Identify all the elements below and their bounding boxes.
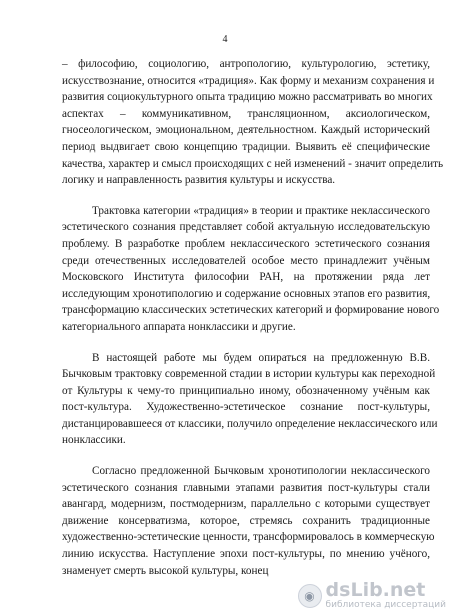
text-line: среди отечественных исследователей особое место принадлежит учёным: [62, 254, 430, 267]
text-line: Московского Института философии РАН, на протяжении ряда лет: [62, 271, 430, 284]
text-line: Бычковым трактовку современной стадии в истории культуры как переходной: [62, 368, 436, 381]
text-line: В настоящей работе мы будем опираться на предложенную В.В.: [92, 351, 430, 364]
text-line: проблему. В разработке проблем неклассического эстетического сознания: [62, 237, 430, 250]
text-line: линию искусства. Наступление эпохи пост-культуры, по мнению учёного,: [62, 548, 430, 561]
text-line: гносеологическом, эмоциональном, деятельностном. Каждый исторический: [62, 124, 430, 137]
text-line: – философию, социологию, антропологию, культурологию, эстетику,: [62, 58, 430, 70]
dslib-watermark: [298, 581, 446, 610]
text-line: аспектах – коммуникативном, трансляционном, аксиологическом,: [62, 107, 430, 120]
watermark-brand: dsLib.net: [325, 579, 426, 601]
text-line: нонклассики.: [62, 434, 126, 447]
text-line: эстетического сознания представляет собой актуальную исследовательскую: [62, 221, 430, 234]
page-number: 4: [222, 34, 228, 45]
text-line: трансформацию классических эстетических категорий и формирование нового: [62, 304, 440, 317]
text-line: период выдвигает свою концепцию традиции. Выявить её специфические: [62, 140, 430, 153]
text-line: Согласно предложенной Бычковым хронотипологии неклассического: [92, 465, 430, 478]
text-line: развития социокультурного опыта традицию можно рассматривать во многих: [62, 91, 433, 104]
text-line: пост-культура. Художественно-эстетическое сознание пост-культуры,: [62, 401, 430, 414]
document-body: [62, 56, 444, 579]
text-line: искусствознание, относится «традиция». Как форму и механизм сохранения и: [62, 74, 435, 87]
text-line: категориального аппарата нонклассики и другие.: [62, 320, 296, 333]
text-line: эстетического сознания главными этапами развития пост-культуры стали: [62, 481, 430, 494]
text-line: исследующим хронотипологию и содержание основных этапов его развития,: [62, 287, 431, 300]
text-line: Трактовка категории «традиция» в теории и практике неклассического: [92, 204, 430, 217]
text-line: логику и направленность развития культуры и искусства.: [62, 174, 336, 187]
paragraph-2: [62, 203, 440, 336]
text-line: качества, характер и смысл происходящих с ней изменений - значит определить: [62, 157, 444, 170]
paragraph-3: [62, 350, 438, 450]
paragraph-4: [62, 463, 435, 579]
text-line: знаменует смерть высокой культуры, конец: [62, 564, 269, 577]
paragraph-1: [62, 56, 444, 189]
dslib-logo-icon: ◉: [298, 584, 322, 608]
text-line: художественно-эстетические ценности, трансформировалось в коммерческую: [62, 531, 435, 544]
watermark-subtitle: библиотека диссертаций: [325, 600, 446, 610]
text-line: авангард, модернизм, постмодернизм, параллельно с которыми существует: [62, 498, 430, 511]
text-line: движение консерватизма, которое, стремясь сохранить традиционные: [62, 514, 430, 527]
text-line: дистанцировавшееся от классики, получило определение неклассического или: [62, 417, 438, 430]
text-line: от Культуры к чему-то принципиально иному, обозначенному учёным как: [62, 384, 430, 397]
